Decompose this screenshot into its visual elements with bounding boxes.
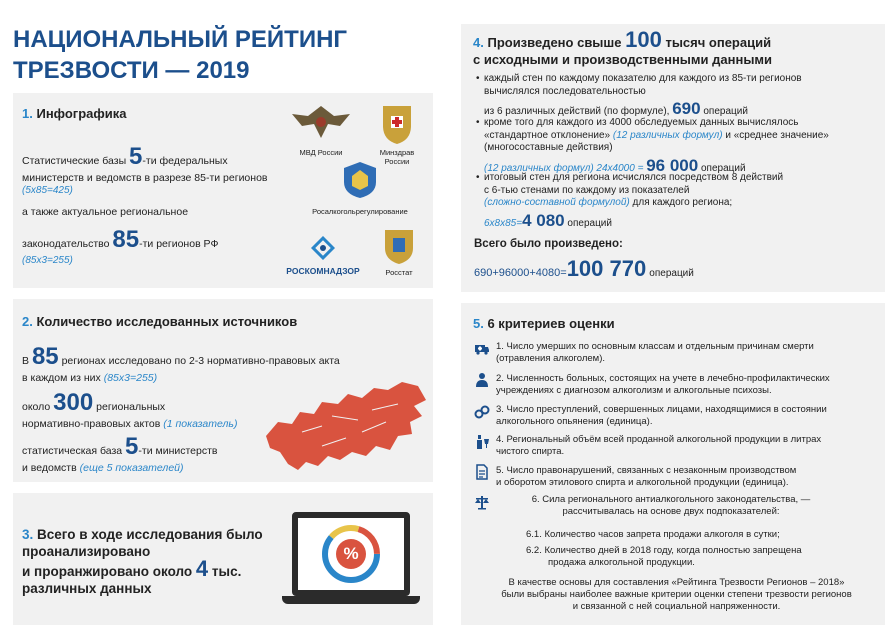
patient-icon <box>474 372 490 388</box>
acts-text: около 300 региональных нормативно-правовых актов (1 показатель) <box>22 389 238 430</box>
stat-bases-text: Статистические базы 5-ти федеральных министерств и ведомств в разрезе 85-ти регионов (5х85=425) <box>22 143 268 197</box>
total-label: Всего было произведено: <box>474 238 623 250</box>
bullet-96000: • кроме того для каждого из 4000 обследуемых данных вычислялось «стандартное отклонение» (12 различных формул) и «среднее значение» (многосоставные действия) (12 различных формул) 24х4000 = 96 000 операций <box>476 117 829 175</box>
acts-number: 300 <box>53 389 94 416</box>
scales-icon <box>474 494 490 510</box>
legislation-number: 85 <box>112 226 140 253</box>
analysis-text: 3. Всего в ходе исследования было проанализировано и проранжировано около 4 тыс. различных данных <box>22 527 263 596</box>
panel-1-title: 1. Инфографика <box>22 106 127 121</box>
russia-map-icon <box>262 376 430 476</box>
page-title-line1: НАЦИОНАЛЬНЫЙ РЕЙТИНГ <box>13 26 348 53</box>
subcriterion-6-2: 6.2. Количество дней в 2018 году, когда полностью запрещена продажа алкогольной продукции. <box>526 545 802 568</box>
ral-logo: Росалкогольрегулирование <box>300 160 420 216</box>
emblem-icon <box>377 102 417 146</box>
legislation-text-1: а также актуальное региональное <box>22 206 189 218</box>
criterion-1: 1. Число умерших по основным классам и отдельным причинам смерти (отравления алкоголем). <box>496 341 814 364</box>
handcuffs-icon <box>474 404 490 420</box>
criterion-4: 4. Региональный объём всей проданной алкогольной продукции в литрах чистого спирта. <box>496 434 822 457</box>
panel-2-title: 2. Количество исследованных источников <box>22 314 298 329</box>
mvd-logo: МВД России <box>288 102 354 157</box>
analysis-number: 4 <box>195 556 209 581</box>
criterion-2: 2. Численность больных, состоящих на учете в лечебно-профилактических учреждениях с диагнозом алкоголизм и алкогольные психозы. <box>496 373 830 396</box>
percent-sign: % <box>343 544 359 563</box>
laptop-icon <box>282 512 420 612</box>
total-number: 100 770 <box>566 256 647 281</box>
bottle-icon <box>474 434 490 450</box>
regions-number: 85 <box>31 343 59 370</box>
operations-headline-number: 100 <box>625 27 662 52</box>
document-icon <box>474 464 490 480</box>
page-title <box>13 24 347 86</box>
rosstat-logo: Росстат <box>376 226 422 277</box>
bullet-690: • каждый стен по каждому показателю для каждого из 85-ти регионов вычислялся последовательностью из 6 различных действий (по формуле), 690 операций <box>476 73 802 118</box>
panel-5-title: 5. 6 критериев оценки <box>473 316 615 331</box>
rkn-logo: РОСКОМНАДЗОР <box>282 236 364 276</box>
legislation-text-2: законодательство 85-ти регионов РФ (85х3=255) <box>22 226 219 266</box>
eagle-icon <box>288 102 354 140</box>
bullet-4080: • итоговый стен для региона исчислялся посредством 8 действий с 6-тью стенами по каждому из показателей (сложно-составной формулой) для каждого региона; 6х8х85=4 080 операций <box>476 172 784 230</box>
stat-bases-number: 5 <box>129 143 143 170</box>
ambulance-icon <box>474 340 490 356</box>
minzdrav-logo: Минздрав России <box>370 102 424 166</box>
page-title-line2: ТРЕЗВОСТИ — 2019 <box>13 57 250 84</box>
criterion-6: 6. Сила регионального антиалкогольного законодательства, — рассчитывалась на основе двух подпоказателей: <box>531 494 811 517</box>
criterion-3: 3. Число преступлений, совершенных лицами, находящимися в состоянии алкогольного опьянения (единица). <box>496 404 827 427</box>
ministries-number: 5 <box>125 433 139 460</box>
regions-text: В 85 регионах исследовано по 2-3 нормативно-правовых акта в каждом из них (85х3=255) <box>22 343 340 384</box>
criterion-5: 5. Число правонарушений, связанных с незаконным производством и оборотом этилового спирта и алкогольной продукции (единица). <box>496 465 797 488</box>
rosstat-emblem-icon <box>381 226 417 266</box>
subcriterion-6-1: 6.1. Количество часов запрета продажи алкоголя в сутки; <box>526 529 780 540</box>
rkn-emblem-icon <box>311 236 335 260</box>
shield-icon <box>340 160 380 200</box>
total-operations: 690+96000+4080=100 770 операций <box>474 256 694 281</box>
panel-4-title: 4. Произведено свыше 100 тысяч операций с исходными и производственными данными <box>473 27 773 67</box>
criteria-footer: В качестве основы для составления «Рейтинга Трезвости Регионов – 2018» были выбраны наиболее важные критерии оценки степени трезвости регионов и связанной с ней социальной напряженности. <box>501 577 852 612</box>
ministries-text: статистическая база 5-ти министерств и ведомств (еще 5 показателей) <box>22 433 218 474</box>
